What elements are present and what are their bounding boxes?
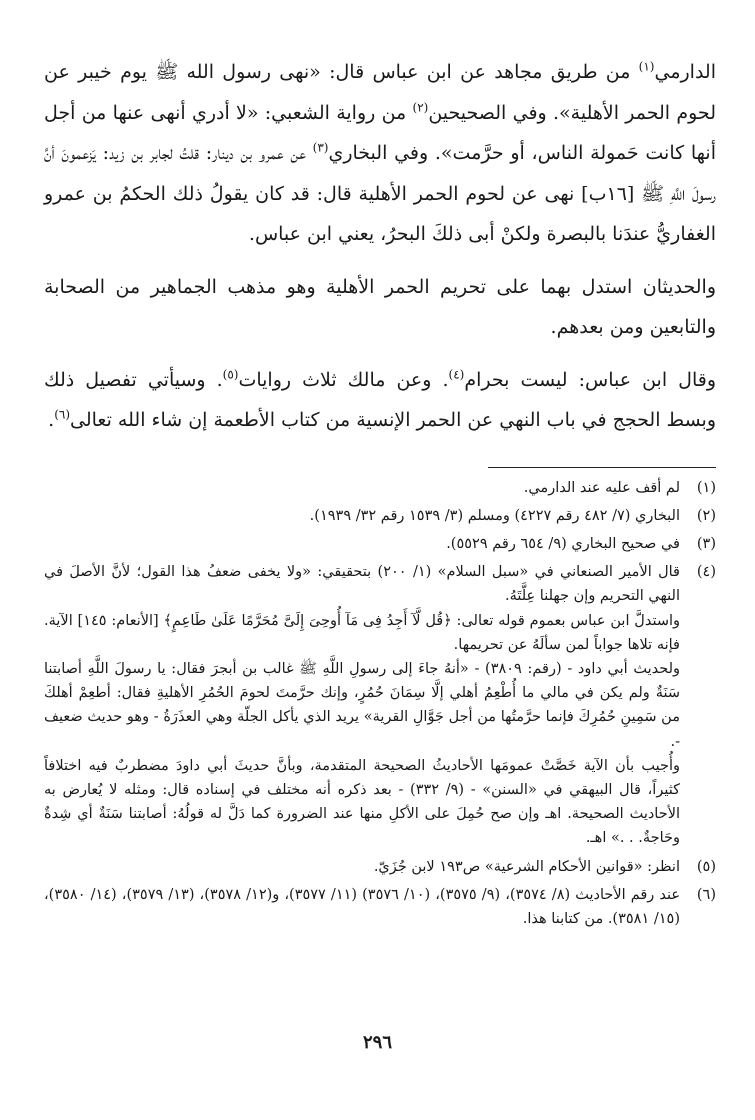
book-page: [44, 52, 716, 1092]
footnote-number: (٣): [696, 535, 716, 552]
footnote-ref[interactable]: (٣): [312, 140, 329, 155]
paragraph: [44, 360, 716, 441]
paragraph: [44, 52, 716, 255]
text-run: من طريق مجاهد عن ابن عباس قال: «نهى رسول الله ﷺ يوم خيبر عن لحوم الحمر الأهلية». وفي الصحيحين: [44, 61, 716, 124]
footnote-number: (٤): [696, 564, 716, 581]
text-run: . وسيأتي تفصيل ذلك وبسط الحجج في باب النهي عن الحمر الإنسية من كتاب الأطعمة إن شاء الله تعالى: [44, 368, 716, 431]
footnote: [44, 560, 716, 850]
footnote-number: (١): [696, 479, 716, 496]
footnote: [44, 855, 716, 879]
footnote-line: عند رقم الأحاديث (٨/ ٣٥٧٤)، (٩/ ٣٥٧٥)، (١٠/ ٣٥٧٦) (١١/ ٣٥٧٧)، و(١٢/ ٣٥٧٨)، (١٣/ ٣٥٧٩)، (١٤/ ٣٥٨٠)، (١٥/ ٣٥٨١). من كتابنا هذا.: [44, 886, 681, 927]
footnote-ref[interactable]: (٥): [222, 367, 239, 382]
footnote-number: (٥): [696, 858, 716, 875]
footnote-line: وأُجيب بأن الآية خَصَّتْ عمومَها الأحاديثُ الصحيحة المتقدمة، وبأنَّ حديثَ أبي داودَ مضطربٌ فيه اختلافاً كثيراً، قال البيهقي في «السنن» - (٩/ ٣٣٢) - بعد ذكره أنه مختلف في إسناده قال: ومثله لا يُعارض به الأحاديث الصحيحة. اهـ وإن صح حُمِلَ على الأكلِ منها عند الضرورة كما دَلَّ له قولُهُ: أصابتنا سَنَةٌ أي شِدةٌ وحَاجةٌ. . .» اهـ.: [44, 757, 680, 847]
text-run: .: [48, 409, 55, 431]
text-run: من رواية الشعبي: «لا أدري أنهى عنها من أجل أنها كانت حَمولة الناس، أو حرَّمت». وفي البخاري: [44, 101, 716, 164]
footnote: [44, 532, 716, 556]
text-run: عن عمرو بن دينار: قلتُ لجابر بن زيد: يَزعمونَ أنَّ رسولَ اللَّهِ ﷺ [١٦ب] نهى عن لحوم الحمر الأهلية قال: قد كان يقولُ ذلك الحكمُ بن عمرو الغفاريُّ عندَنا بالبصرة ولكنْ أبى ذلكَ البحرُ، يعني ابن عباس.: [44, 142, 716, 245]
footnote-body: [44, 504, 680, 528]
footnote: [44, 504, 716, 528]
text-run: وقال ابن عباس: ليست بحرام: [464, 368, 717, 391]
text-run: . وعن مالك ثلاث روايات: [238, 368, 449, 391]
page-number: ٢٩٦: [362, 1032, 392, 1053]
footnotes-list: [44, 476, 716, 932]
footnote-line: قال الأمير الصنعاني في «سبل السلام» (١/ ٢٠٠) بتحقيقي: «ولا يخفى ضعفُ هذا القول؛ لأنَّ الأصلَ في النهي التحريم وإن جهلنا عِلَّتَهُ.: [44, 564, 680, 605]
footnote-body: [44, 855, 680, 879]
footnote: [44, 883, 716, 931]
footnote-body: [44, 532, 680, 556]
text-run: الدارمي: [654, 61, 716, 83]
text-run: والحديثان استدل بهما على تحريم الحمر الأهلية وهو مذهب الجماهير من الصحابة والتابعين ومن بعدهم.: [44, 275, 716, 338]
footnote-line: في صحيح البخاري (٩/ ٦٥٤ رقم ٥٥٢٩).: [446, 535, 680, 552]
footnote-body: [44, 883, 680, 931]
paragraph: [44, 267, 716, 348]
footnote-line: ولحديث أبي داود - (رقم: ٣٨٠٩) - «أنهُ جاءَ إلى رسولِ اللَّهِ ﷺ غالب بن أبجرَ فقال: يا رسولَ اللَّهِ أصابتنا سَنَةٌ ولم يكن في مالي ما أُطْعِمُ أهلي إلَّا سِمَانَ حُمُرٍ، وإنك حرَّمتَ لحومَ الحُمُرِ الأهليةِ فقال: أطعِمْ أهلكَ من سَمِينِ حُمُرِكَ فإنما حرَّمتُها من أجل جَوَّالِ القرية» يريد الذي يأكل الجلّة وهي العذَرَةُ - وهو حديث ضعيف -.: [44, 660, 680, 750]
main-text: [44, 52, 716, 441]
footnote-body: [44, 476, 680, 500]
footnote-number: (٦): [696, 886, 716, 903]
footnote-ref[interactable]: (٢): [412, 100, 429, 115]
footnote-body: [44, 560, 680, 850]
footnote-line: البخاري (٧/ ٤٨٢ رقم ٤٢٢٧) ومسلم (٣/ ١٥٣٩ رقم ٣٢/ ١٩٣٩).: [309, 507, 680, 524]
footnote-line: واستدلَّ ابن عباس بعموم قوله تعالى: ﴿قُل لَّآ أَجِدُ فِى مَآ أُوحِىَ إِلَىَّ مُحَرَّمًا عَلَىٰ طَاعِمٍ﴾ [الأنعام: ١٤٥] الآية. فإنه تلاها جواباً لمن سألَهُ عن تحريمها.: [44, 612, 681, 653]
footnote-ref[interactable]: (٤): [448, 367, 465, 382]
footnote-ref[interactable]: (٦): [54, 407, 71, 422]
footnote-line: لم أقف عليه عند الدارمي.: [523, 479, 680, 496]
footnote-line: انظر: «قوانين الأحكام الشرعية» ص١٩٣ لابن جُزَيّ.: [373, 858, 680, 875]
footnote-separator: [488, 467, 716, 468]
footnote-number: (٢): [696, 507, 716, 524]
footnote: [44, 476, 716, 500]
footnote-ref[interactable]: (١): [638, 59, 655, 74]
